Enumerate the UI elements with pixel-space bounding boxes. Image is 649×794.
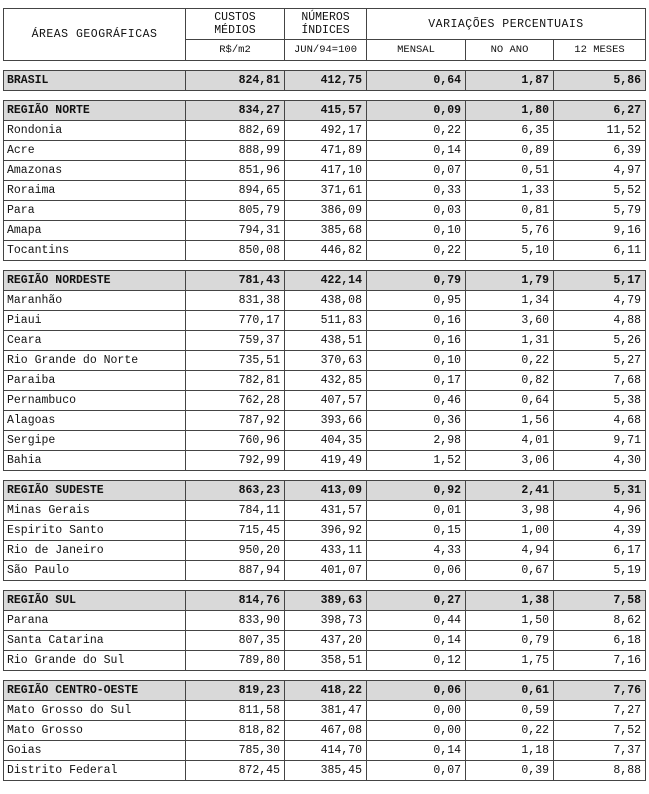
variacao-12-meses-cell: 4,88: [554, 311, 646, 331]
variacao-mensal-cell: 0,36: [367, 411, 466, 431]
custo-medio-cell: 759,37: [186, 331, 285, 351]
area-name-cell: Rio Grande do Norte: [4, 351, 186, 371]
variacao-mensal-cell: 0,17: [367, 371, 466, 391]
numero-indice-cell: 419,49: [285, 451, 367, 471]
state-row: [4, 501, 646, 521]
numero-indice-cell: 415,57: [285, 101, 367, 121]
variacao-no-ano-cell: 3,06: [466, 451, 554, 471]
variacao-no-ano-cell: 1,80: [466, 101, 554, 121]
variacao-mensal-cell: 0,06: [367, 681, 466, 701]
variacao-no-ano-cell: 1,18: [466, 741, 554, 761]
variacao-12-meses-cell: 6,18: [554, 631, 646, 651]
variacao-12-meses-cell: 7,37: [554, 741, 646, 761]
section-spacer: [4, 261, 646, 271]
area-name-cell: Paraiba: [4, 371, 186, 391]
custo-medio-cell: 811,58: [186, 701, 285, 721]
custo-medio-cell: 824,81: [186, 71, 285, 91]
area-name-cell: São Paulo: [4, 561, 186, 581]
area-name-cell: Minas Gerais: [4, 501, 186, 521]
numero-indice-cell: 446,82: [285, 241, 367, 261]
custo-medio-cell: 814,76: [186, 591, 285, 611]
variacao-12-meses-cell: 6,11: [554, 241, 646, 261]
variacao-no-ano-cell: 3,60: [466, 311, 554, 331]
variacao-no-ano-cell: 0,59: [466, 701, 554, 721]
area-name-cell: Amazonas: [4, 161, 186, 181]
variacao-12-meses-cell: 4,30: [554, 451, 646, 471]
variacao-12-meses-cell: 11,52: [554, 121, 646, 141]
area-name-cell: Mato Grosso do Sul: [4, 701, 186, 721]
numero-indice-cell: 412,75: [285, 71, 367, 91]
custo-medio-cell: 882,69: [186, 121, 285, 141]
area-name-cell: Goias: [4, 741, 186, 761]
area-name-cell: REGIÃO NORDESTE: [4, 271, 186, 291]
variacao-mensal-cell: 4,33: [367, 541, 466, 561]
area-name-cell: Tocantins: [4, 241, 186, 261]
variacao-12-meses-cell: 6,17: [554, 541, 646, 561]
area-name-cell: Rio Grande do Sul: [4, 651, 186, 671]
variacao-no-ano-cell: 0,61: [466, 681, 554, 701]
variacao-mensal-cell: 0,03: [367, 201, 466, 221]
area-name-cell: Rondonia: [4, 121, 186, 141]
state-row: [4, 371, 646, 391]
spacer-cell: [4, 61, 646, 71]
variacao-mensal-cell: 0,14: [367, 631, 466, 651]
custo-medio-cell: 782,81: [186, 371, 285, 391]
numero-indice-cell: 467,08: [285, 721, 367, 741]
numero-indice-cell: 385,45: [285, 761, 367, 781]
state-row: [4, 201, 646, 221]
header-indices-line2: ÍNDICES: [301, 24, 350, 37]
variacao-no-ano-cell: 1,34: [466, 291, 554, 311]
state-row: [4, 701, 646, 721]
spacer-cell: [4, 91, 646, 101]
variacao-mensal-cell: 0,07: [367, 161, 466, 181]
custo-medio-cell: 735,51: [186, 351, 285, 371]
header-unit-indices: JUN/94=100: [285, 40, 367, 61]
header-custos: [186, 9, 285, 40]
numero-indice-cell: 358,51: [285, 651, 367, 671]
variacao-no-ano-cell: 6,35: [466, 121, 554, 141]
header-variacoes: VARIAÇÕES PERCENTUAIS: [367, 9, 646, 40]
custo-medio-cell: 762,28: [186, 391, 285, 411]
area-name-cell: REGIÃO SUL: [4, 591, 186, 611]
variacao-12-meses-cell: 5,27: [554, 351, 646, 371]
spacer-cell: [4, 671, 646, 681]
numero-indice-cell: 511,83: [285, 311, 367, 331]
variacao-12-meses-cell: 4,79: [554, 291, 646, 311]
custo-medio-cell: 787,92: [186, 411, 285, 431]
numero-indice-cell: 418,22: [285, 681, 367, 701]
numero-indice-cell: 438,51: [285, 331, 367, 351]
variacao-no-ano-cell: 0,79: [466, 631, 554, 651]
custo-medio-cell: 789,80: [186, 651, 285, 671]
variacao-mensal-cell: 0,22: [367, 241, 466, 261]
numero-indice-cell: 370,63: [285, 351, 367, 371]
state-row: [4, 121, 646, 141]
state-row: [4, 221, 646, 241]
variacao-no-ano-cell: 0,81: [466, 201, 554, 221]
numero-indice-cell: 422,14: [285, 271, 367, 291]
variacao-no-ano-cell: 4,01: [466, 431, 554, 451]
custo-medio-cell: 819,23: [186, 681, 285, 701]
variacao-no-ano-cell: 2,41: [466, 481, 554, 501]
variacao-12-meses-cell: 5,17: [554, 271, 646, 291]
variacao-mensal-cell: 0,00: [367, 721, 466, 741]
state-row: [4, 521, 646, 541]
variacao-mensal-cell: 0,33: [367, 181, 466, 201]
area-name-cell: Pernambuco: [4, 391, 186, 411]
state-row: [4, 721, 646, 741]
variacao-mensal-cell: 0,06: [367, 561, 466, 581]
area-name-cell: Ceara: [4, 331, 186, 351]
spacer-cell: [4, 581, 646, 591]
state-row: [4, 391, 646, 411]
section-spacer: [4, 671, 646, 681]
header-unit-custos: R$/m2: [186, 40, 285, 61]
numero-indice-cell: 393,66: [285, 411, 367, 431]
state-row: [4, 631, 646, 651]
variacao-mensal-cell: 0,95: [367, 291, 466, 311]
variacao-12-meses-cell: 5,79: [554, 201, 646, 221]
variacao-mensal-cell: 0,92: [367, 481, 466, 501]
state-row: [4, 431, 646, 451]
variacao-12-meses-cell: 7,16: [554, 651, 646, 671]
variacao-12-meses-cell: 9,16: [554, 221, 646, 241]
area-name-cell: Santa Catarina: [4, 631, 186, 651]
variacao-no-ano-cell: 3,98: [466, 501, 554, 521]
numero-indice-cell: 414,70: [285, 741, 367, 761]
state-row: [4, 141, 646, 161]
section-spacer: [4, 581, 646, 591]
variacao-mensal-cell: 2,98: [367, 431, 466, 451]
variacao-12-meses-cell: 4,96: [554, 501, 646, 521]
state-row: [4, 241, 646, 261]
custo-medio-cell: 887,94: [186, 561, 285, 581]
area-name-cell: Roraima: [4, 181, 186, 201]
numero-indice-cell: 432,85: [285, 371, 367, 391]
variacao-no-ano-cell: 0,64: [466, 391, 554, 411]
header-indices-line1: NÚMEROS: [301, 11, 350, 24]
custo-medio-cell: 715,45: [186, 521, 285, 541]
numero-indice-cell: 437,20: [285, 631, 367, 651]
variacao-12-meses-cell: 4,97: [554, 161, 646, 181]
variacao-12-meses-cell: 7,58: [554, 591, 646, 611]
variacao-12-meses-cell: 7,76: [554, 681, 646, 701]
variacao-no-ano-cell: 0,89: [466, 141, 554, 161]
cost-index-table: [3, 8, 646, 781]
area-name-cell: BRASIL: [4, 71, 186, 91]
custo-medio-cell: 834,27: [186, 101, 285, 121]
header-no-ano: NO ANO: [466, 40, 554, 61]
custo-medio-cell: 770,17: [186, 311, 285, 331]
numero-indice-cell: 471,89: [285, 141, 367, 161]
custo-medio-cell: 807,35: [186, 631, 285, 651]
area-name-cell: Piaui: [4, 311, 186, 331]
custo-medio-cell: 805,79: [186, 201, 285, 221]
custo-medio-cell: 851,96: [186, 161, 285, 181]
variacao-12-meses-cell: 7,27: [554, 701, 646, 721]
variacao-mensal-cell: 0,16: [367, 311, 466, 331]
header-custos-line1: CUSTOS: [214, 11, 256, 24]
variacao-mensal-cell: 0,79: [367, 271, 466, 291]
variacao-no-ano-cell: 1,75: [466, 651, 554, 671]
variacao-no-ano-cell: 0,39: [466, 761, 554, 781]
variacao-12-meses-cell: 6,27: [554, 101, 646, 121]
variacao-mensal-cell: 0,22: [367, 121, 466, 141]
variacao-no-ano-cell: 0,67: [466, 561, 554, 581]
variacao-no-ano-cell: 1,87: [466, 71, 554, 91]
variacao-12-meses-cell: 5,19: [554, 561, 646, 581]
custo-medio-cell: 850,08: [186, 241, 285, 261]
spacer-cell: [4, 471, 646, 481]
variacao-mensal-cell: 0,46: [367, 391, 466, 411]
variacao-no-ano-cell: 1,31: [466, 331, 554, 351]
variacao-mensal-cell: 0,09: [367, 101, 466, 121]
variacao-mensal-cell: 0,01: [367, 501, 466, 521]
variacao-no-ano-cell: 1,38: [466, 591, 554, 611]
area-name-cell: Maranhão: [4, 291, 186, 311]
state-row: [4, 161, 646, 181]
header-areas: ÁREAS GEOGRÁFICAS: [4, 9, 186, 61]
numero-indice-cell: 407,57: [285, 391, 367, 411]
numero-indice-cell: 385,68: [285, 221, 367, 241]
region-row: [4, 71, 646, 91]
custo-medio-cell: 888,99: [186, 141, 285, 161]
section-spacer: [4, 91, 646, 101]
numero-indice-cell: 417,10: [285, 161, 367, 181]
area-name-cell: Mato Grosso: [4, 721, 186, 741]
custo-medio-cell: 785,30: [186, 741, 285, 761]
region-row: [4, 681, 646, 701]
region-row: [4, 481, 646, 501]
variacao-mensal-cell: 0,44: [367, 611, 466, 631]
state-row: [4, 331, 646, 351]
area-name-cell: Alagoas: [4, 411, 186, 431]
numero-indice-cell: 401,07: [285, 561, 367, 581]
custo-medio-cell: 872,45: [186, 761, 285, 781]
area-name-cell: Para: [4, 201, 186, 221]
custo-medio-cell: 792,99: [186, 451, 285, 471]
variacao-mensal-cell: 0,16: [367, 331, 466, 351]
area-name-cell: Espirito Santo: [4, 521, 186, 541]
custo-medio-cell: 950,20: [186, 541, 285, 561]
variacao-no-ano-cell: 1,00: [466, 521, 554, 541]
variacao-no-ano-cell: 0,82: [466, 371, 554, 391]
custo-medio-cell: 794,31: [186, 221, 285, 241]
state-row: [4, 311, 646, 331]
variacao-12-meses-cell: 5,52: [554, 181, 646, 201]
numero-indice-cell: 396,92: [285, 521, 367, 541]
custo-medio-cell: 760,96: [186, 431, 285, 451]
variacao-no-ano-cell: 5,10: [466, 241, 554, 261]
variacao-no-ano-cell: 1,33: [466, 181, 554, 201]
variacao-mensal-cell: 0,07: [367, 761, 466, 781]
variacao-mensal-cell: 0,00: [367, 701, 466, 721]
state-row: [4, 181, 646, 201]
state-row: [4, 741, 646, 761]
state-row: [4, 411, 646, 431]
region-row: [4, 271, 646, 291]
variacao-mensal-cell: 0,14: [367, 141, 466, 161]
variacao-12-meses-cell: 4,39: [554, 521, 646, 541]
variacao-no-ano-cell: 5,76: [466, 221, 554, 241]
variacao-no-ano-cell: 0,51: [466, 161, 554, 181]
variacao-12-meses-cell: 5,26: [554, 331, 646, 351]
numero-indice-cell: 492,17: [285, 121, 367, 141]
state-row: [4, 561, 646, 581]
numero-indice-cell: 386,09: [285, 201, 367, 221]
variacao-mensal-cell: 0,64: [367, 71, 466, 91]
numero-indice-cell: 431,57: [285, 501, 367, 521]
custo-medio-cell: 831,38: [186, 291, 285, 311]
header-mensal: MENSAL: [367, 40, 466, 61]
variacao-mensal-cell: 0,12: [367, 651, 466, 671]
numero-indice-cell: 433,11: [285, 541, 367, 561]
numero-indice-cell: 404,35: [285, 431, 367, 451]
numero-indice-cell: 371,61: [285, 181, 367, 201]
state-row: [4, 291, 646, 311]
custo-medio-cell: 784,11: [186, 501, 285, 521]
numero-indice-cell: 438,08: [285, 291, 367, 311]
variacao-mensal-cell: 0,14: [367, 741, 466, 761]
variacao-no-ano-cell: 0,22: [466, 351, 554, 371]
variacao-12-meses-cell: 5,38: [554, 391, 646, 411]
custo-medio-cell: 863,23: [186, 481, 285, 501]
header-custos-line2: MÉDIOS: [214, 24, 256, 37]
custo-medio-cell: 818,82: [186, 721, 285, 741]
variacao-mensal-cell: 0,27: [367, 591, 466, 611]
state-row: [4, 351, 646, 371]
custo-medio-cell: 894,65: [186, 181, 285, 201]
region-row: [4, 101, 646, 121]
area-name-cell: Acre: [4, 141, 186, 161]
numero-indice-cell: 398,73: [285, 611, 367, 631]
variacao-12-meses-cell: 8,62: [554, 611, 646, 631]
variacao-12-meses-cell: 8,88: [554, 761, 646, 781]
header-12-meses: 12 MESES: [554, 40, 646, 61]
variacao-mensal-cell: 0,10: [367, 221, 466, 241]
variacao-12-meses-cell: 6,39: [554, 141, 646, 161]
state-row: [4, 451, 646, 471]
variacao-12-meses-cell: 7,52: [554, 721, 646, 741]
area-name-cell: REGIÃO CENTRO-OESTE: [4, 681, 186, 701]
variacao-mensal-cell: 0,15: [367, 521, 466, 541]
variacao-mensal-cell: 0,10: [367, 351, 466, 371]
state-row: [4, 541, 646, 561]
numero-indice-cell: 413,09: [285, 481, 367, 501]
variacao-no-ano-cell: 1,79: [466, 271, 554, 291]
table-header: [4, 9, 646, 61]
region-row: [4, 591, 646, 611]
area-name-cell: Rio de Janeiro: [4, 541, 186, 561]
table-body: [4, 61, 646, 781]
variacao-12-meses-cell: 7,68: [554, 371, 646, 391]
area-name-cell: REGIÃO SUDESTE: [4, 481, 186, 501]
variacao-no-ano-cell: 1,56: [466, 411, 554, 431]
area-name-cell: Parana: [4, 611, 186, 631]
area-name-cell: Sergipe: [4, 431, 186, 451]
custo-medio-cell: 781,43: [186, 271, 285, 291]
state-row: [4, 651, 646, 671]
variacao-no-ano-cell: 0,22: [466, 721, 554, 741]
section-spacer: [4, 61, 646, 71]
area-name-cell: Amapa: [4, 221, 186, 241]
variacao-no-ano-cell: 1,50: [466, 611, 554, 631]
variacao-mensal-cell: 1,52: [367, 451, 466, 471]
state-row: [4, 761, 646, 781]
custo-medio-cell: 833,90: [186, 611, 285, 631]
state-row: [4, 611, 646, 631]
variacao-12-meses-cell: 4,68: [554, 411, 646, 431]
numero-indice-cell: 389,63: [285, 591, 367, 611]
area-name-cell: Distrito Federal: [4, 761, 186, 781]
area-name-cell: Bahia: [4, 451, 186, 471]
header-indices: [285, 9, 367, 40]
area-name-cell: REGIÃO NORTE: [4, 101, 186, 121]
variacao-12-meses-cell: 5,86: [554, 71, 646, 91]
section-spacer: [4, 471, 646, 481]
numero-indice-cell: 381,47: [285, 701, 367, 721]
variacao-no-ano-cell: 4,94: [466, 541, 554, 561]
spacer-cell: [4, 261, 646, 271]
variacao-12-meses-cell: 5,31: [554, 481, 646, 501]
variacao-12-meses-cell: 9,71: [554, 431, 646, 451]
